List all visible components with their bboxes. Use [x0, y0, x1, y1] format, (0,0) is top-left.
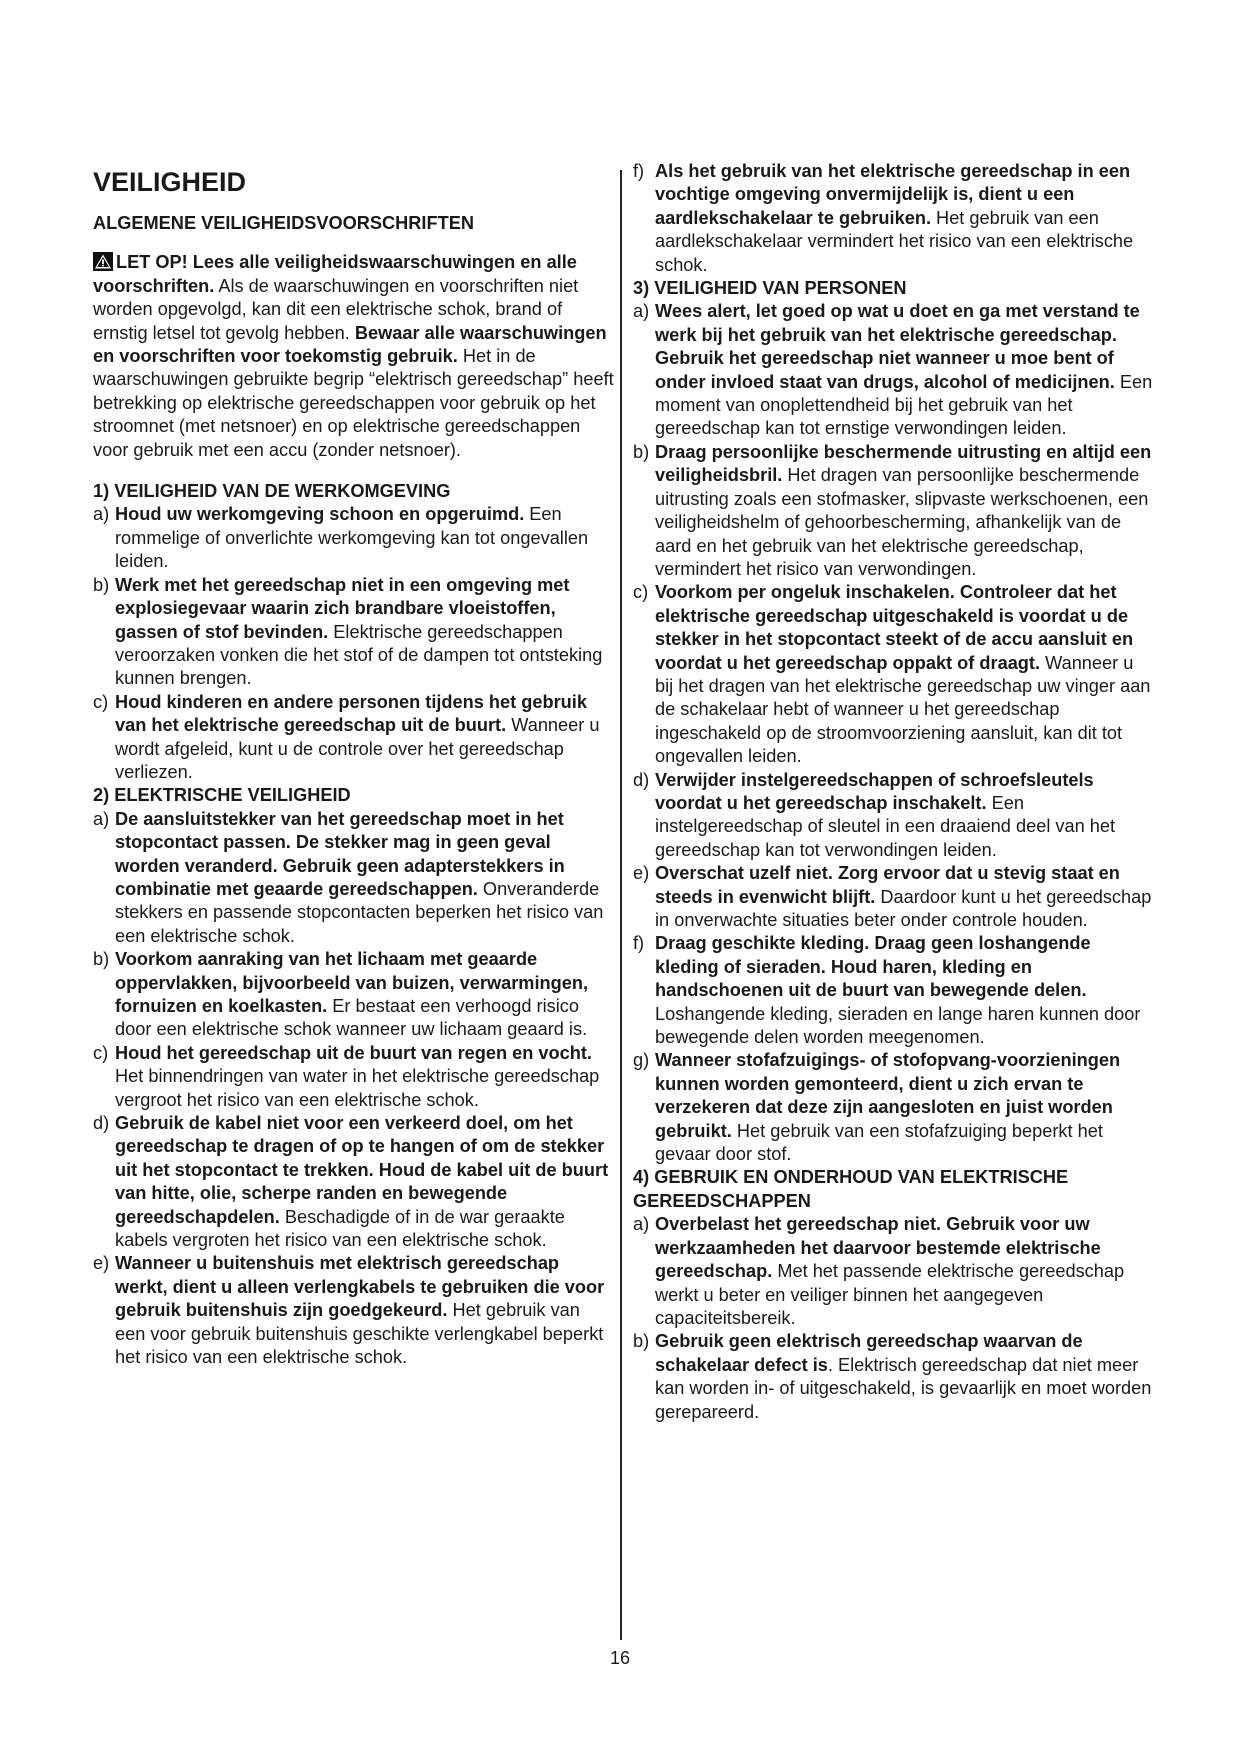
intro-bold-1: LET OP! Lees alle veiligheidswaarschuwingen en alle voorschriften. — [93, 252, 577, 296]
list-item — [93, 503, 615, 573]
item-text: Met het passende elektrische gereedschap werkt u beter en veiliger binnen het aangegeven capaciteitsbereik. — [655, 1261, 1125, 1328]
intro-text-2: Het in de waarschuwingen gebruikte begrip “elektrisch gereedschap” heeft betrekking op elektrische gereedschappen voor gebruik op het stroomnet (met netsnoer) en op elektrische gereedschappen voor gebruik met een accu (zonder netsnoer). — [93, 346, 614, 460]
section-heading-3: 3) VEILIGHEID VAN PERSONEN — [633, 278, 907, 299]
item-label: a) — [633, 301, 650, 322]
item-label: b) — [633, 441, 650, 462]
item-label: f) — [633, 161, 645, 181]
item-label: c) — [633, 582, 649, 603]
item-bold: Houd uw werkomgeving schoon en opgeruimd. — [115, 504, 525, 525]
item-bold: Draag persoonlijke beschermende uitrusting en altijd een veiligheidsbril. — [655, 441, 1152, 486]
item-bold: Wees alert, let goed op wat u doet en ga met verstand te werk bij het gebruik van het elektrische gereedschap. Gebruik het gereedschap niet wanneer u moe bent of onder invloed staat van drugs, alcohol of medicijnen. — [655, 301, 1140, 392]
list-item — [633, 769, 1153, 863]
item-bold: Voorkom aanraking van het lichaam met geaarde oppervlakken, bijvoorbeeld van buizen, verwarmingen, fornuizen en koelkasten. — [115, 949, 589, 1016]
item-bold: Houd kinderen en andere personen tijdens het gebruik van het elektrische gereedschap uit de buurt. — [115, 691, 587, 736]
item-bold: Gebruik de kabel niet voor een verkeerd doel, om het gereedschap te dragen of op te hangen of om de stekker uit het stopcontact te trekken. Houd de kabel uit de buurt van hitte, olie, scherpe randen en bewegende gereedschapdelen. — [115, 1113, 609, 1227]
intro-paragraph — [93, 251, 615, 462]
warning-icon — [93, 252, 113, 271]
section-heading-4: 4) GEBRUIK EN ONDERHOUD VAN ELEKTRISCHE GEREEDSCHAPPEN — [633, 1167, 1069, 1211]
item-label: e) — [633, 863, 650, 884]
item-text: Het dragen van persoonlijke beschermende uitrusting zoals een stofmasker, slipvaste werkschoenen, een veiligheidshelm of gehoorbescherming, afhankelijk van de aard en het gebruik van het elektrische gereedschap, vermindert het risico van verwondingen. — [655, 465, 1149, 579]
list-item — [633, 1049, 1153, 1166]
section-subtitle: ALGEMENE VEILIGHEIDSVOORSCHRIFTEN — [93, 213, 474, 233]
list-item — [633, 300, 1153, 440]
item-text: Loshangende kleding, sieraden en lange haren kunnen door bewegende delen worden meegenomen. — [655, 1003, 1141, 1048]
list-item — [633, 862, 1153, 932]
item-text: Onveranderde stekkers en passende stopcontacten beperken het risico van een elektrische schok. — [115, 878, 604, 946]
section-heading-1: 1) VEILIGHEID VAN DE WERKOMGEVING — [93, 481, 451, 502]
list-item — [633, 932, 1153, 1049]
item-text: Een instelgereedschap of sleutel in een draaiend deel van het gereedschap kan tot verwondingen leiden. — [655, 792, 1116, 860]
list-item — [93, 948, 615, 1042]
left-column — [93, 160, 615, 1370]
list-item — [633, 160, 1153, 277]
item-text: Daardoor kunt u het gereedschap in onverwachte situaties beter onder controle houden. — [655, 886, 1152, 930]
right-column — [633, 160, 1153, 1424]
item-label: f) — [633, 933, 645, 954]
item-bold: Wanneer stofafzuigings- of stofopvang-voorzieningen kunnen worden gemonteerd, dient u zich ervan te verzekeren dat deze zijn aangesloten en juist worden gebruikt. — [655, 1050, 1121, 1141]
item-label: d) — [633, 769, 650, 790]
item-label: b) — [93, 574, 110, 595]
item-label: a) — [633, 1214, 650, 1235]
list-item — [93, 1112, 615, 1252]
list-item — [633, 441, 1153, 581]
item-text: Het gebruik van een voor gebruik buitenshuis geschikte verlengkabel beperkt het risico van een elektrische schok. — [115, 1300, 604, 1368]
list-item — [633, 581, 1153, 768]
item-bold: Overbelast het gereedschap niet. Gebruik voor uw werkzaamheden het daarvoor bestemde elektrische gereedschap. — [655, 1214, 1101, 1282]
item-bold: Houd het gereedschap uit de buurt van regen en vocht. — [115, 1042, 592, 1063]
item-bold: Werk met het gereedschap niet in een omgeving met explosiegevaar waarin zich brandbare vloeistoffen, gassen of stof bevinden. — [115, 574, 570, 642]
item-label: a) — [93, 504, 110, 525]
item-label: c) — [93, 1042, 109, 1063]
item-label: b) — [93, 949, 110, 970]
item-label: a) — [93, 808, 110, 829]
item-label: b) — [633, 1331, 650, 1352]
item-text: Er bestaat een verhoogd risico door een elektrische schok wanneer uw lichaam geaard is. — [115, 996, 588, 1040]
item-text: Het binnendringen van water in het elektrische gereedschap vergroot het risico van een elektrische schok. — [115, 1066, 600, 1110]
item-label: g) — [633, 1050, 650, 1071]
list-item — [633, 1213, 1153, 1330]
item-label: e) — [93, 1253, 110, 1274]
list-item — [633, 1330, 1153, 1424]
page-title: VEILIGHEID — [93, 167, 247, 197]
item-text: Wanneer u bij het dragen van het elektrische gereedschap uw vinger aan de schakelaar hebt of wanneer u het gereedschap ingeschakeld op de stroomvoorziening aansluit, kan dit tot ongevallen leiden. — [655, 652, 1151, 767]
list-item — [93, 1252, 615, 1369]
section-heading-2: 2) ELEKTRISCHE VEILIGHEID — [93, 785, 351, 806]
item-text: Beschadigde of in de war geraakte kabels vergroten het risico van een elektrische schok. — [115, 1206, 565, 1251]
column-divider — [620, 170, 622, 1640]
item-bold: Als het gebruik van het elektrische gereedschap in een vochtige omgeving onvermijdelijk is, dient u een aardlekschakelaar te gebruiken. — [655, 161, 1131, 228]
page-number: 16 — [609, 1648, 631, 1668]
item-bold: Gebruik geen elektrisch gereedschap waarvan de schakelaar defect is — [655, 1331, 1083, 1375]
list-item — [93, 1042, 615, 1112]
item-bold: Draag geschikte kleding. Draag geen loshangende kleding of sieraden. Houd haren, kleding en handschoenen uit de buurt van bewegende delen. — [655, 933, 1091, 1001]
item-text: Het gebruik van een aardlekschakelaar vermindert het risico van een elektrische schok. — [655, 207, 1134, 275]
list-item — [93, 691, 615, 785]
item-text: Elektrische gereedschappen veroorzaken vonken die het stof of de dampen tot ontsteking kunnen brengen. — [115, 621, 603, 689]
item-bold: De aansluitstekker van het gereedschap moet in het stopcontact passen. De stekker mag in geen geval worden veranderd. Gebruik geen adapterstekkers in combinatie met geaarde gereedschappen. — [115, 808, 565, 899]
item-bold: Voorkom per ongeluk inschakelen. Controleer dat het elektrische gereedschap uitgeschakeld is voordat u de stekker in het stopcontact steekt of de accu aansluit en voordat u het gereedschap oppakt of draagt. — [655, 582, 1134, 673]
item-label: d) — [93, 1113, 110, 1134]
item-bold: Overschat uzelf niet. Zorg ervoor dat u stevig staat en steeds in evenwicht blijft. — [655, 863, 1120, 907]
intro-bold-2: Bewaar alle waarschuwingen en voorschriften voor toekomstig gebruik. — [93, 322, 607, 367]
list-item — [93, 574, 615, 691]
item-text: . Elektrisch gereedschap dat niet meer kan worden in- of uitgeschakeld, is gevaarlijk en moet worden gerepareerd. — [655, 1354, 1152, 1422]
item-text: Het gebruik van een stofafzuiging beperkt het gevaar door stof. — [655, 1120, 1103, 1165]
item-text: Wanneer u wordt afgeleid, kunt u de controle over het gereedschap verliezen. — [115, 715, 600, 782]
item-bold: Verwijder instelgereedschappen of schroefsleutels voordat u het gereedschap inschakelt. — [655, 769, 1094, 813]
list-item — [93, 808, 615, 948]
item-text: Een rommelige of onverlichte werkomgeving kan tot ongevallen leiden. — [115, 504, 589, 572]
item-bold: Wanneer u buitenshuis met elektrisch gereedschap werkt, dient u alleen verlengkabels te gebruiken die voor gebruik buitenshuis zijn goedgekeurd. — [115, 1253, 605, 1321]
item-text: Een moment van onoplettendheid bij het gebruik van het gereedschap kan tot ernstige verwondingen leiden. — [655, 371, 1153, 439]
intro-text-1: Als de waarschuwingen en voorschriften niet worden opgevolgd, kan dit een elektrische schok, brand of ernstig letsel tot gevolg hebben. — [93, 275, 579, 343]
item-label: c) — [93, 691, 109, 712]
